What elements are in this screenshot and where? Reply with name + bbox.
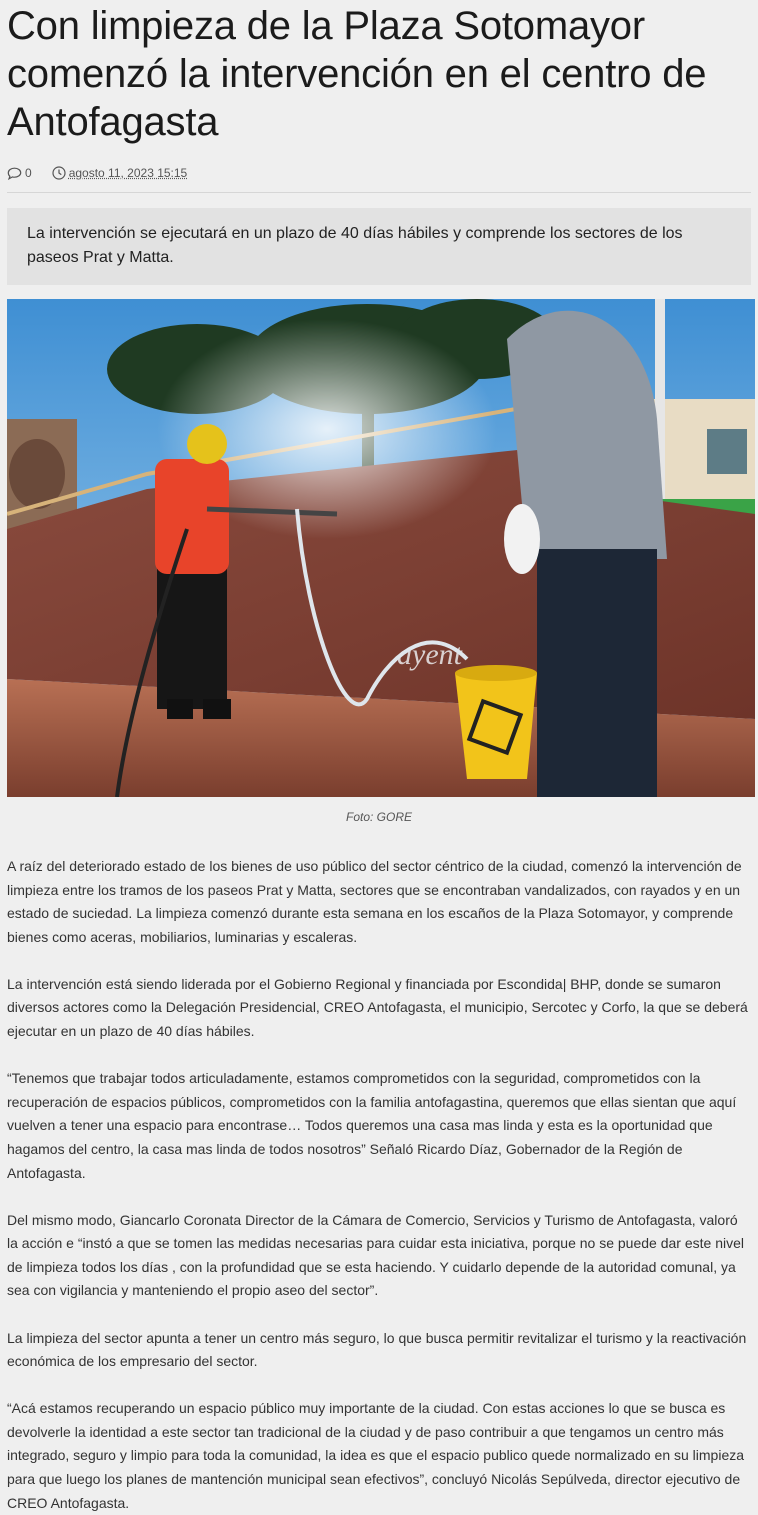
paragraph: “Tenemos que trabajar todos articuladamente, estamos comprometidos con la seguridad, comprometidos con la recuperación de espacios públicos, comprometidos con la familia antofagastina, queremos que ellas sientan que aquí vuelven a tener una espacio para encontrase… Todos queremos una casa mas linda y esta es la oportunidad que hagamos del centro, la casa mas linda de todos nosotros” Señaló Ricardo Díaz, Gobernador de la Región de Antofagasta. bbox=[7, 1070, 737, 1181]
paragraph: La limpieza del sector apunta a tener un centro más seguro, lo que busca permitir revitalizar el turismo y la reactivación económica de los empresario del sector. bbox=[7, 1329, 747, 1370]
photo-caption: Foto: GORE bbox=[345, 810, 413, 824]
comments-count[interactable] bbox=[7, 166, 32, 180]
article-meta bbox=[7, 162, 751, 193]
article-title: Con limpieza de la Plaza Sotomayor comenzó la intervención en el centro de Antofagasta bbox=[7, 4, 707, 144]
comments-count-value: 0 bbox=[25, 166, 32, 180]
article-body bbox=[7, 855, 751, 1515]
paragraph: “Acá estamos recuperando un espacio público muy importante de la ciudad. Con estas acciones lo que se busca es devolverle la identidad a este sector tan tradicional de la ciudad y de paso contribuir a que tengamos un centro más integrado, seguro y limpio para toda la comunidad, la idea es que el espacio publico quede normalizado en su limpieza para que luego los planes de mantención municipal sean efectivos”, concluyó Nicolás Sepúlveda, director ejecutivo de CREO Antofagasta. bbox=[7, 1400, 745, 1511]
paragraph: A raíz del deteriorado estado de los bienes de uso público del sector céntrico de la ciudad, comenzó la intervención de limpieza entre los tramos de los paseos Prat y Matta, sectores que se encontraban vandalizados, con rayados y en un estado de suciedad. La limpieza comenzó durante esta semana en los escaños de la Plaza Sotomayor, y comprende bienes como aceras, mobiliarios, luminarias y escaleras. bbox=[7, 858, 742, 945]
bucket bbox=[455, 665, 537, 779]
publish-date bbox=[52, 166, 188, 180]
clock-icon bbox=[52, 166, 66, 180]
paragraph: La intervención está siendo liderada por el Gobierno Regional y financiada por Escondida| BHP, donde se sumaron diversos actores como la Delegación Presidencial, CREO Antofagasta, el municipio, Sercotec y Corfo, la que se deberá ejecutar en un plazo de 40 días hábiles. bbox=[7, 975, 748, 1040]
comment-icon bbox=[7, 167, 22, 180]
paragraph: Del mismo modo, Giancarlo Coronata Director de la Cámara de Comercio, Servicios y Turismo de Antofagasta, valoró la acción e “instó a que se tomen las medidas necesarias para cuidar esta iniciativa, porque no se puede dar este nivel de limpieza todos los días , con la profundidad que se esta haciendo. Y cuidarlo depende de la autoridad comunal, ya sea con vigilancia y manteniendo el propio aseo del sector”. bbox=[7, 1211, 744, 1299]
graffiti-text: ayent bbox=[397, 638, 462, 671]
photo-illustration bbox=[7, 299, 755, 797]
publish-date-value[interactable]: agosto 11, 2023 15:15 bbox=[68, 166, 188, 180]
article-lead: La intervención se ejecutará en un plazo de 40 días hábiles y comprende los sectores de los paseos Prat y Matta. bbox=[7, 208, 751, 285]
article-photo bbox=[7, 299, 755, 797]
